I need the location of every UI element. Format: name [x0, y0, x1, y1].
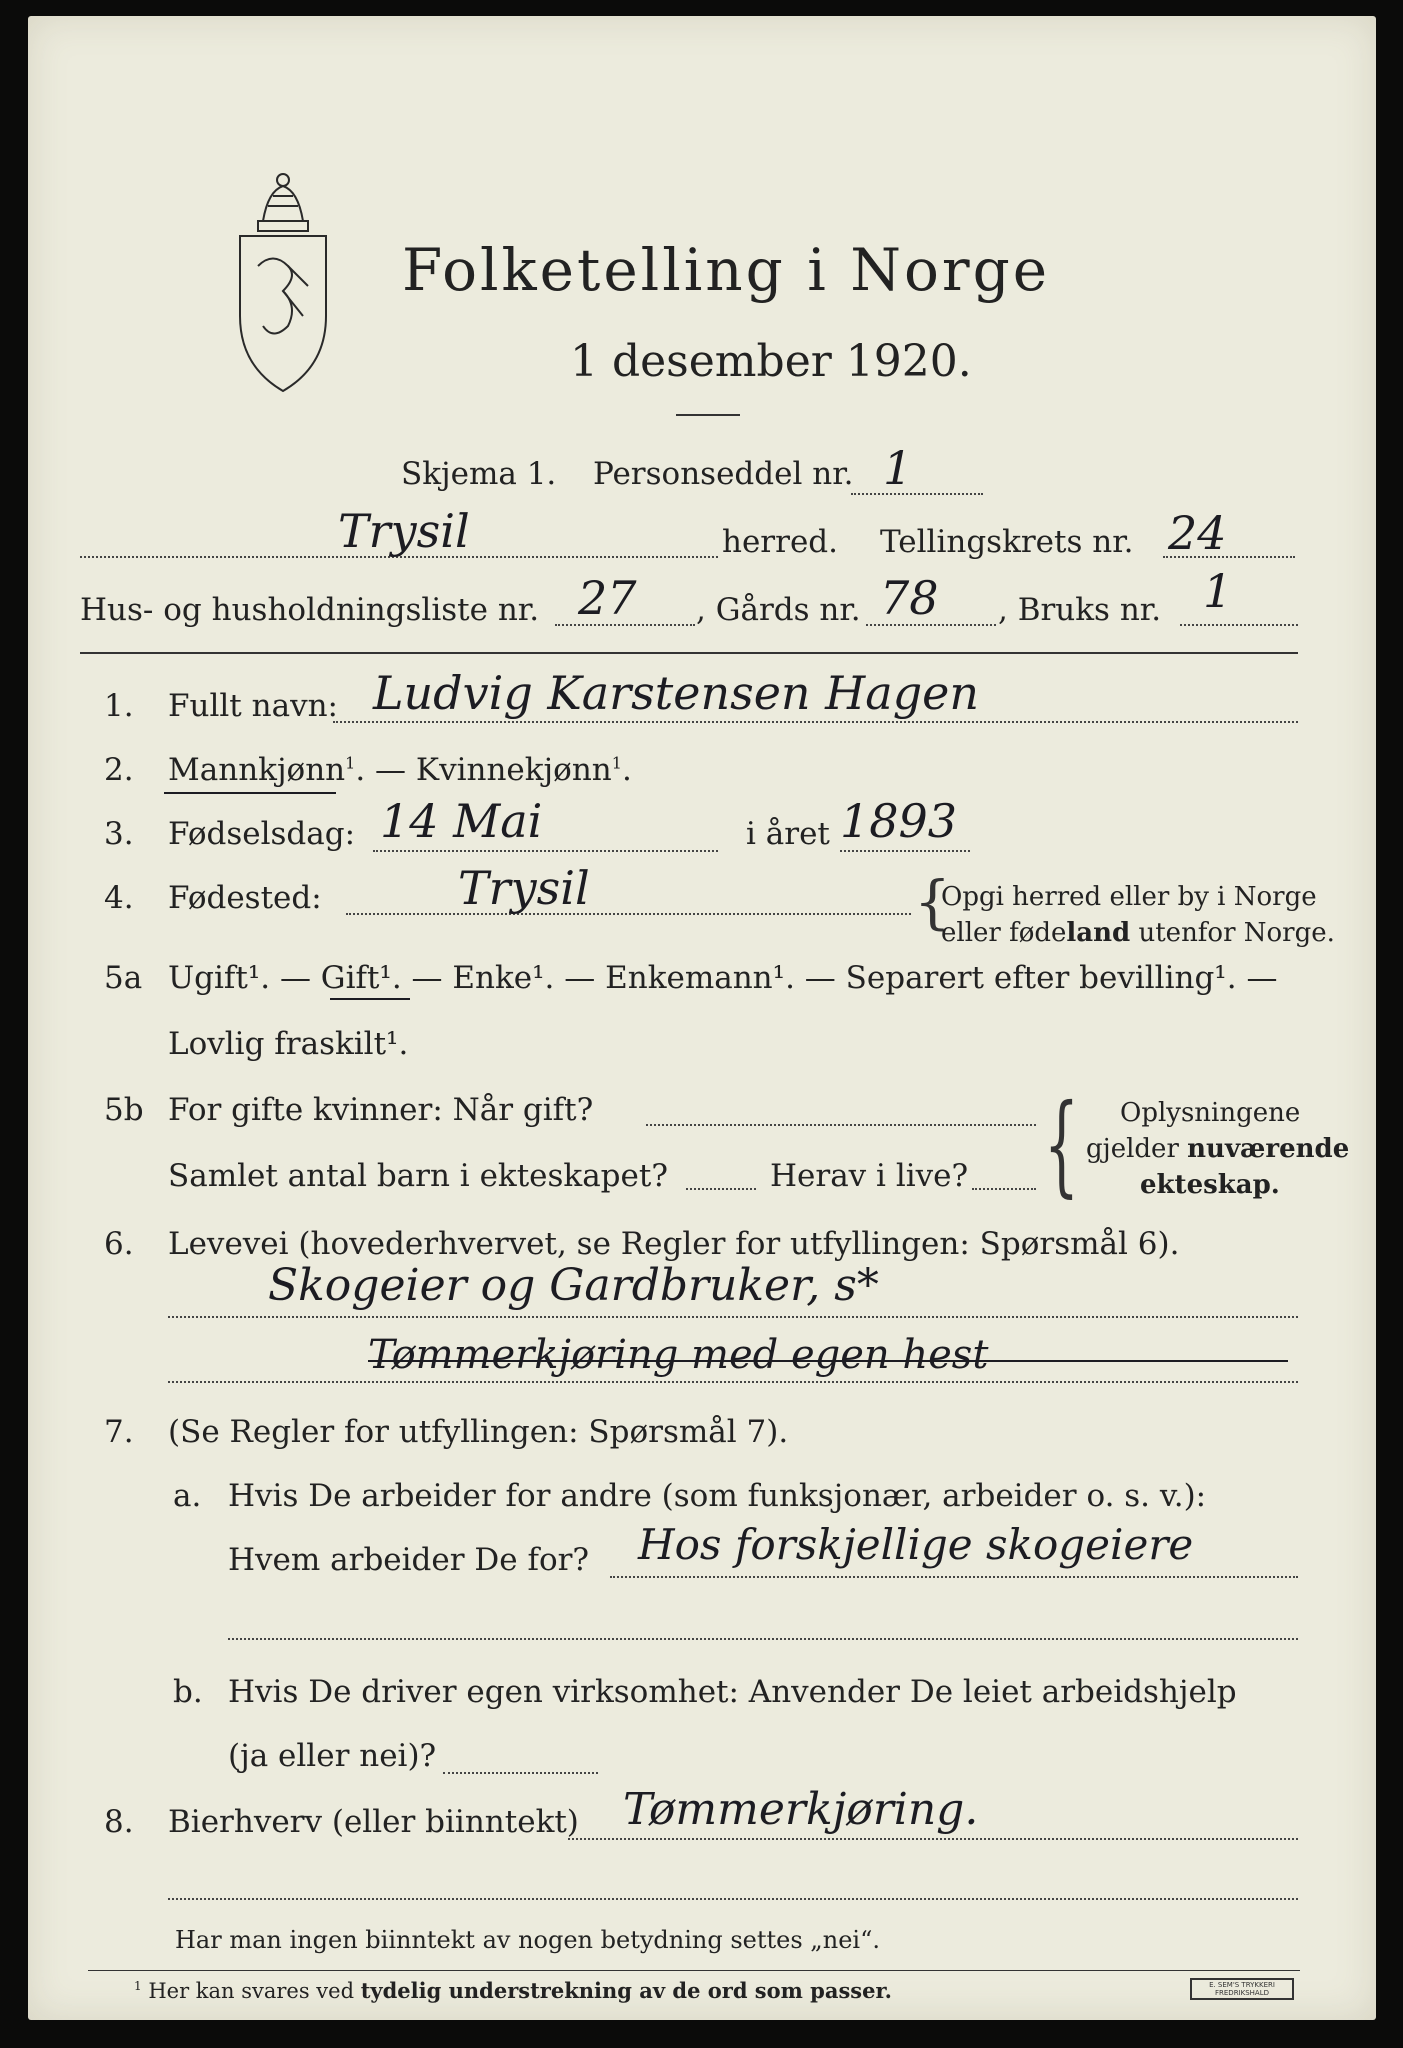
q5b-alive-label: Herav i live?: [770, 1158, 969, 1194]
q8-line-extra: [168, 1898, 1298, 1900]
tellingskrets-label: Tellingskrets nr.: [880, 524, 1134, 560]
q6-label: Levevei (hovederhvervet, se Regler for utfyllingen: Spørsmål 6).: [168, 1226, 1180, 1262]
q4-note1: Opgi herred eller by i Norge: [941, 882, 1317, 912]
q5b-note3: ekteskap.: [1140, 1170, 1280, 1200]
q7a-line1: Hvis De arbeider for andre (som funksjonær, arbeider o. s. v.):: [228, 1478, 1207, 1514]
q2-line: Mannkjønn$^1$. — Kvinnekjønn$^1$.: [168, 752, 632, 788]
q7-label: (Se Regler for utfyllingen: Spørsmål 7).: [168, 1414, 789, 1450]
q5a-gift-underline: [330, 998, 410, 1000]
herred-value: Trysil: [338, 504, 470, 558]
q5a-number: 5a: [104, 960, 143, 996]
q7a-value: Hos forskjellige skogeiere: [638, 1520, 1194, 1569]
q7b-line: [443, 1772, 598, 1774]
q4-line: [346, 913, 911, 915]
personseddel-line: [851, 493, 983, 495]
footer-note: Har man ingen biinntekt av nogen betydning settes „nei“.: [175, 1926, 880, 1954]
q7a-letter: a.: [173, 1478, 202, 1514]
q6-value2-strikethrough: [368, 1360, 1288, 1362]
q3-year-label: i året: [746, 816, 830, 852]
q1-line: [333, 721, 1298, 723]
q6-line1: [168, 1316, 1298, 1318]
q5b-children-label: Samlet antal barn i ekteskapet?: [168, 1158, 668, 1194]
q7-number: 7.: [104, 1414, 134, 1450]
q5b-line1: For gifte kvinner: Når gift?: [168, 1092, 594, 1128]
gards-label: , Gårds nr.: [696, 592, 861, 628]
q2-male-underline: [164, 792, 336, 794]
q3-number: 3.: [104, 816, 134, 852]
q5b-alive-line: [972, 1188, 1036, 1190]
footer-rule: [88, 1970, 1300, 1971]
q7b-letter: b.: [173, 1674, 203, 1710]
q8-label: Bierhverv (eller biinntekt): [168, 1804, 579, 1840]
q3-line: [373, 850, 718, 852]
q2-female: Kvinnekjønn: [415, 752, 612, 788]
q3-value: 14 Mai: [380, 794, 543, 848]
q4-brace: {: [914, 868, 951, 936]
header-divider: [80, 652, 1298, 654]
hus-value: 27: [578, 571, 637, 625]
title-rule: [676, 414, 740, 416]
bruks-line: [1180, 624, 1298, 626]
q6-value1: Skogeier og Gardbruker, s*: [268, 1260, 879, 1311]
q3-year-line: [840, 850, 970, 852]
q7a-line2: Hvem arbeider De for?: [228, 1542, 590, 1578]
q3-label: Fødselsdag:: [168, 816, 356, 852]
q7a-line-extra: [228, 1638, 1298, 1640]
q3-year-value: 1893: [840, 794, 958, 848]
page-title: Folketelling i Norge: [402, 236, 1051, 304]
herred-label: herred.: [722, 524, 838, 560]
q7b-line2: (ja eller nei)?: [228, 1738, 437, 1774]
q1-number: 1.: [104, 688, 134, 724]
q1-value: Ludvig Karstensen Hagen: [373, 666, 980, 720]
personseddel-value: 1: [883, 441, 913, 495]
q8-number: 8.: [104, 1804, 134, 1840]
q6-number: 6.: [104, 1226, 134, 1262]
q5b-children-line: [686, 1188, 756, 1190]
q2-number: 2.: [104, 752, 134, 788]
q5b-note2: gjelder nuværende: [1086, 1134, 1350, 1164]
q7b-line1: Hvis De driver egen virksomhet: Anvender De leiet arbeidshjelp: [228, 1674, 1237, 1710]
census-date: 1 desember 1920.: [570, 336, 972, 387]
tellingskrets-value: 24: [1168, 506, 1227, 560]
q5b-brace: {: [1044, 1080, 1079, 1208]
coat-of-arms-icon: [228, 166, 338, 396]
schema-label: Skjema 1.: [401, 456, 557, 492]
q6-value2: Tømmerkjøring med egen hest: [368, 1332, 989, 1378]
q8-line: [568, 1838, 1298, 1840]
q4-label: Fødested:: [168, 880, 322, 916]
q5b-married-line: [646, 1124, 1036, 1126]
q5b-number: 5b: [104, 1092, 144, 1128]
q5a-line1: Ugift¹. — Gift¹. — Enke¹. — Enkemann¹. — Separert efter bevilling¹. —: [168, 960, 1278, 996]
q5b-note1: Oplysningene: [1120, 1098, 1301, 1128]
gards-value: 78: [880, 571, 939, 625]
q1-label: Fullt navn:: [168, 688, 338, 724]
q4-value: Trysil: [458, 861, 590, 915]
q7a-line: [610, 1576, 1298, 1578]
census-form-sheet: [28, 16, 1376, 2020]
printer-stamp: E. SEM'S TRYKKERI FREDRIKSHALD: [1190, 1978, 1294, 2000]
footnote: $^1$ Her kan svares ved tydelig understrekning av de ord som passer.: [134, 1978, 892, 2003]
bruks-label: , Bruks nr.: [998, 592, 1162, 628]
q2-male: Mannkjønn: [168, 752, 346, 788]
q4-number: 4.: [104, 880, 134, 916]
hus-label: Hus- og husholdningsliste nr.: [80, 592, 540, 628]
q4-note2: eller fødeland utenfor Norge.: [941, 918, 1335, 948]
q6-line2: [168, 1381, 1298, 1383]
bruks-value: 1: [1203, 564, 1233, 618]
q8-value: Tømmerkjøring.: [623, 1784, 979, 1835]
q5a-line2: Lovlig fraskilt¹.: [168, 1026, 409, 1062]
personseddel-label: Personseddel nr.: [593, 456, 854, 492]
